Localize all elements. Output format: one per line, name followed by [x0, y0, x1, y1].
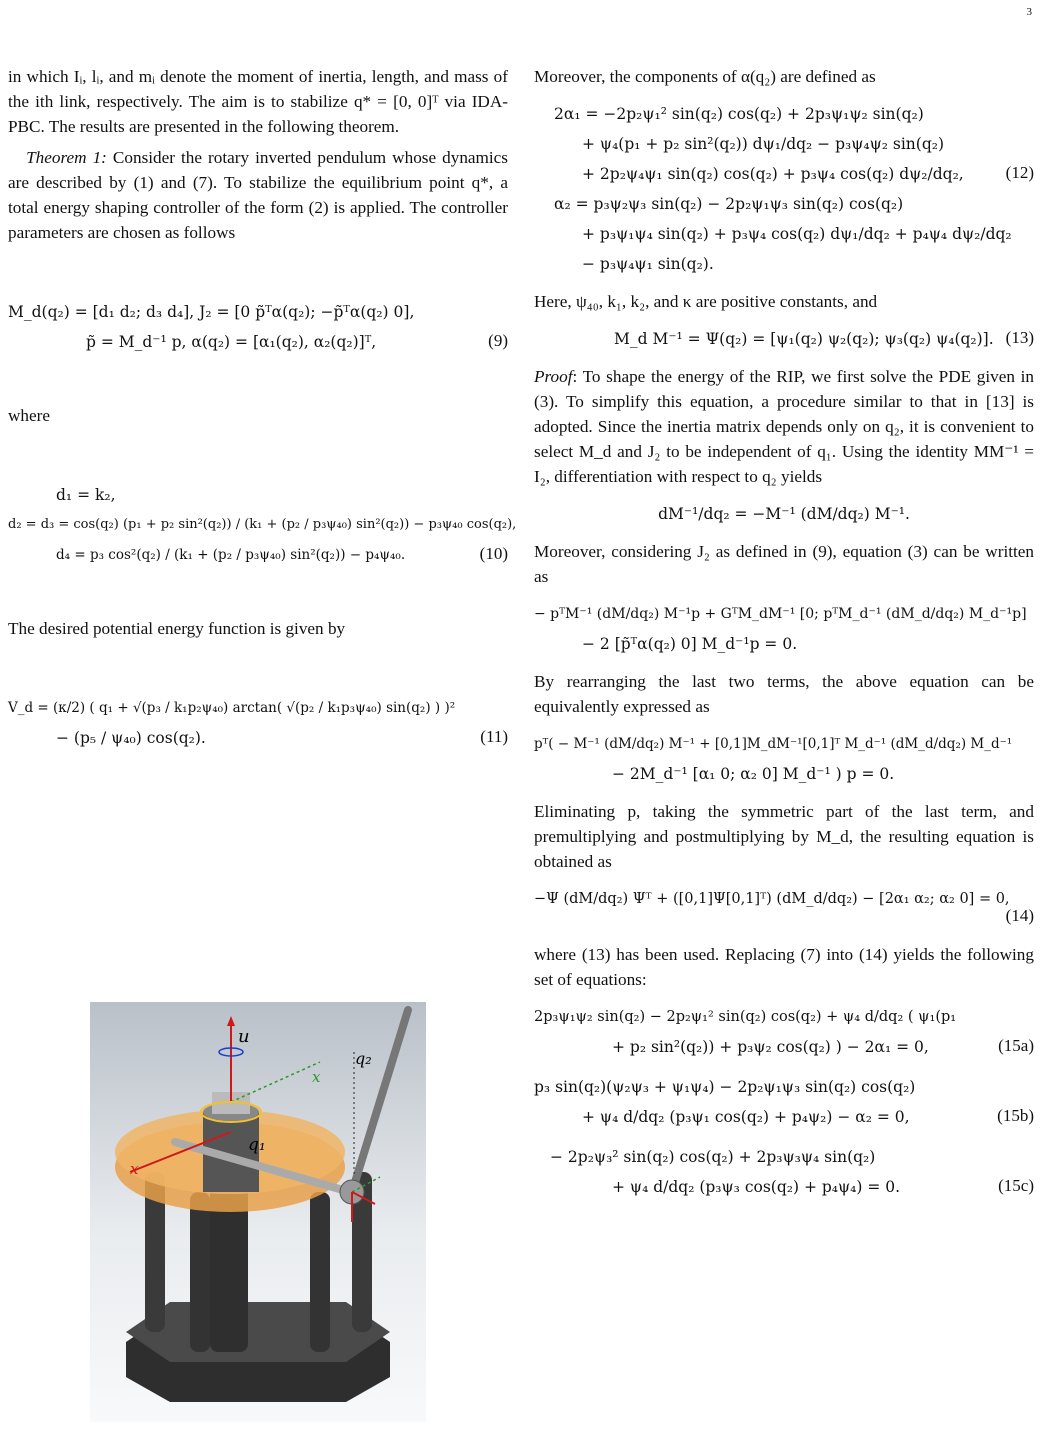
eq12-number: (12): [1005, 163, 1034, 182]
equation-identity: [534, 499, 1034, 529]
proof: [534, 364, 1034, 489]
eq15c-line1: − 2p₂ψ₃² sin(q₂) cos(q₂) + 2p₃ψ₃ψ₄ sin(q₂): [550, 1148, 876, 1166]
eq12-line2: + ψ₄(p₁ + p₂ sin²(q₂)) dψ₁/dq₂ − p₃ψ₄ψ₂ sin(q₂): [582, 135, 945, 153]
eq-pde-line2: − 2 [p̃ᵀα(q₂) 0] M_d⁻¹p = 0.: [582, 635, 798, 653]
eq12-line1: 2α₁ = −2p₂ψ₁² sin(q₂) cos(q₂) + 2p₃ψ₁ψ₂ sin(q₂): [554, 105, 924, 123]
page-number: 3: [1026, 6, 1032, 18]
label-u: u: [238, 1026, 250, 1047]
label-x-top: x: [312, 1068, 321, 1086]
eq12-line6: − p₃ψ₄ψ₁ sin(q₂).: [582, 255, 714, 273]
eq13-number: (13): [1005, 328, 1034, 347]
eq13-line: M_d M⁻¹ = Ψ(q₂) = [ψ₁(q₂) ψ₂(q₂); ψ₃(q₂) ψ₄(q₂)].: [614, 330, 994, 348]
eq11-number: (11): [480, 727, 508, 746]
left-column: [8, 64, 517, 763]
eq15c-number: (15c): [998, 1176, 1034, 1195]
pendulum-rod: [352, 1010, 408, 1192]
eq-pde-line1: − pᵀM⁻¹ (dM/dq₂) M⁻¹p + GᵀM_dM⁻¹ [0; pᵀM_d⁻¹ (dM_d/dq₂) M_d⁻¹p]: [534, 606, 1027, 622]
label-x-left: x: [130, 1160, 139, 1178]
here-text: Here, ψ₄₀, k₁, k₂, and κ are positive constants, and: [534, 292, 878, 311]
equation-pde: [534, 599, 1034, 659]
potential-energy-text: The desired potential energy function is given by: [8, 619, 346, 638]
eliminate-text: Eliminating p, taking the symmetric part of the last term, and premultiplying and postmultiplying by M_d, the resulting equation is obtained as: [534, 802, 1034, 871]
equation-15b: [534, 1072, 1034, 1132]
eq14-line: −Ψ (dM/dq₂) Ψᵀ + ([0,1]Ψ[0,1]ᵀ) (dM_d/dq₂) − [2α₁ α₂; α₂ 0] = 0,: [534, 891, 1010, 907]
eq14-number: (14): [1005, 906, 1034, 925]
leg: [310, 1192, 330, 1352]
moreover-text: Moreover, considering J₂ as defined in (9), equation (3) can be written as: [534, 542, 1034, 586]
eq11-line1: V_d = (κ/2) ( q₁ + √(p₃ / k₁p₂ψ₄₀) arctan( √(p₂ / k₁p₃ψ₄₀) sin(q₂) ) )²: [8, 700, 456, 716]
theorem-text: Consider the rotary inverted pendulum whose dynamics are described by (1) and (7). To stabilize the equilibrium point q*, a total energy shaping controller of the form (2) is applied. The controller parameters are chosen as follows: [8, 148, 508, 242]
eq-re-line1: pᵀ( − M⁻¹ (dM/dq₂) M⁻¹ + [0,1]M_dM⁻¹[0,1]ᵀ M_d⁻¹ (dM_d/dq₂) M_d⁻¹: [534, 736, 1013, 752]
eq-identity-line: dM⁻¹/dq₂ = −M⁻¹ (dM/dq₂) M⁻¹.: [658, 505, 910, 523]
rearrange-text: By rearranging the last two terms, the above equation can be equivalently expressed as: [534, 672, 1034, 716]
rotary-pendulum-figure: [90, 1002, 426, 1422]
label-q1: q₁: [248, 1135, 266, 1155]
theorem-label: Theorem 1:: [26, 148, 107, 167]
eq15b-line2: + ψ₄ d/dq₂ (p₃ψ₁ cos(q₂) + p₄ψ₂) − α₂ = 0,: [582, 1108, 910, 1126]
eq9-number: (9): [488, 331, 508, 350]
eq12-line4: α₂ = p₃ψ₂ψ₃ sin(q₂) − 2p₂ψ₁ψ₃ sin(q₂) cos(q₂): [554, 195, 904, 213]
eq11-line2: − (p₅ / ψ₄₀) cos(q₂).: [56, 729, 206, 747]
equation-13: [534, 324, 1034, 354]
base-top: [126, 1302, 390, 1362]
proof-text: : To shape the energy of the RIP, we first solve the PDE given in (3). To simplify this equation, a procedure similar to that in [13] is adopted. Since the inertia matrix depends only on q₂, it is convenient to select M_d and J₂ to be independent of q₁. Using the identity MM⁻¹ = I₂, differentiation with respect to q₂ yields: [534, 367, 1034, 486]
eq9-line1: M_d(q₂) = [d₁ d₂; d₃ d₄], J₂ = [0 p̃ᵀα(q₂); −p̃ᵀα(q₂) 0],: [8, 303, 415, 321]
eq15b-number: (15b): [997, 1106, 1034, 1125]
eq15a-line2: + p₂ sin²(q₂)) + p₃ψ₂ cos(q₂) ) − 2α₁ = 0,: [612, 1038, 929, 1056]
equation-14: [534, 884, 1034, 932]
x-axis-dashed: [231, 1062, 320, 1102]
eq10-line3: d₄ = p₃ cos²(q₂) / (k₁ + (p₂ / p₃ψ₄₀) sin²(q₂)) − p₄ψ₄₀.: [56, 547, 406, 563]
eq15a-number: (15a): [998, 1036, 1034, 1055]
eq-re-line2: − 2M_d⁻¹ [α₁ 0; α₂ 0] M_d⁻¹ ) p = 0.: [612, 765, 895, 783]
eq9-line2: p̃ = M_d⁻¹ p, α(q₂) = [α₁(q₂), α₂(q₂)]ᵀ,: [86, 333, 377, 351]
leg: [190, 1192, 210, 1352]
eq10-line1: d₁ = k₂,: [56, 486, 116, 504]
eq15a-line1: 2p₃ψ₁ψ₂ sin(q₂) − 2p₂ψ₁² sin(q₂) cos(q₂) + ψ₄ d/dq₂ ( ψ₁(p₁: [534, 1009, 957, 1025]
eq15c-line2: + ψ₄ d/dq₂ (p₃ψ₃ cos(q₂) + p₄ψ₄) = 0.: [612, 1178, 901, 1196]
equation-15c: [534, 1142, 1034, 1202]
equation-rearranged: [534, 729, 1034, 789]
eq10-line2: d₂ = d₃ = cos(q₂) (p₁ + p₂ sin²(q₂)) / (k₁ + (p₂ / p₃ψ₄₀) sin²(q₂)) − p₃ψ₄₀ cos(q₂),: [8, 517, 517, 532]
pendulum-illustration: [90, 1002, 426, 1422]
proof-label: Proof: [534, 367, 573, 386]
equation-11: [8, 693, 508, 753]
eq12-line3: + 2p₂ψ₄ψ₁ sin(q₂) cos(q₂) + p₃ψ₄ cos(q₂) dψ₂/dq₂,: [582, 165, 964, 183]
label-q2: q₂: [355, 1049, 372, 1068]
eq12-line5: + p₃ψ₁ψ₄ sin(q₂) + p₃ψ₄ cos(q₂) dψ₁/dq₂ + p₄ψ₄ dψ₂/dq₂: [582, 225, 1012, 243]
where-text: where: [8, 406, 50, 425]
alpha-intro: Moreover, the components of α(q₂) are defined as: [534, 67, 876, 86]
equation-15a: [534, 1002, 1034, 1062]
paragraph-intro: in which Iᵢ, lᵢ, and mᵢ denote the moment of inertia, length, and mass of the ith link, respectively. The aim is to stabilize q* = [0, 0]ᵀ via IDA-PBC. The results are presented in the following theorem.: [8, 67, 508, 136]
where13-text: where (13) has been used. Replacing (7) into (14) yields the following set of equations:: [534, 945, 1034, 989]
right-column: [534, 64, 1034, 1212]
u-arrow-head: [227, 1016, 235, 1026]
eq15b-line1: p₃ sin(q₂)(ψ₂ψ₃ + ψ₁ψ₄) − 2p₂ψ₁ψ₃ sin(q₂) cos(q₂): [534, 1078, 916, 1096]
theorem: [8, 145, 508, 245]
equation-12: [534, 99, 1034, 279]
eq10-number: (10): [479, 544, 508, 563]
equation-10: [8, 480, 517, 570]
equation-9: [8, 297, 508, 357]
